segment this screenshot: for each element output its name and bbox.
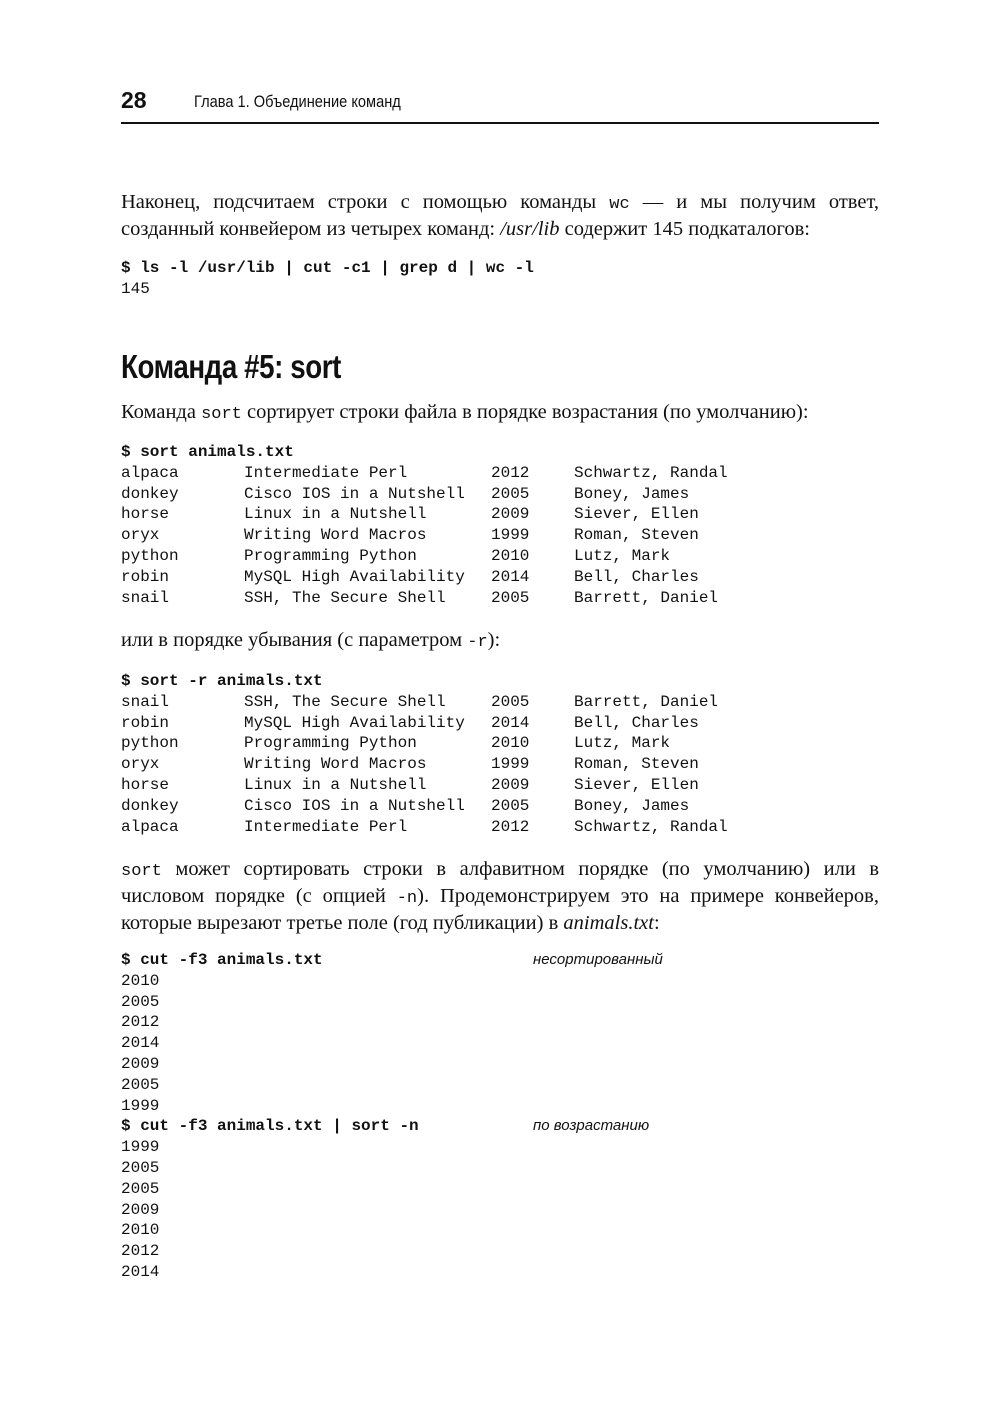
output-line: 2009 [121,1200,160,1219]
output-line: 2014 [121,1262,160,1281]
page-header [121,86,879,124]
path-italic: /usr/lib [500,218,560,240]
table-row: alpaca Intermediate Perl 2012 Schwartz, Randal [121,817,728,836]
output-line: 145 [121,279,150,298]
output-line: 2012 [121,1013,160,1032]
annotation: по возрастанию [533,1117,650,1135]
filename-italic: animals.txt [563,912,654,934]
inline-code: -r [467,633,488,652]
table-row: snail SSH, The Secure Shell 2005 Barrett, Daniel [121,588,719,607]
table-row: python Programming Python 2010 Lutz, Mark [121,734,671,753]
table-row: donkey Cisco IOS in a Nutshell 2005 Boney, James [121,484,690,503]
text: может сортировать строки в алфавитном порядке (по умолчанию) или в числовом порядке (с опцией [121,858,879,907]
output-line: 2010 [121,971,160,990]
text: или в порядке убывания (с параметром [121,629,468,651]
output-line: 2012 [121,1242,160,1261]
table-row: alpaca Intermediate Perl 2012 Schwartz, Randal [121,463,728,482]
section-heading: Команда #5: sort [121,348,341,385]
table-row: python Programming Python 2010 Lutz, Mark [121,546,671,565]
intro-paragraph [121,190,879,242]
desc-paragraph [121,628,879,655]
text: ). Продемонстрируем это на примере конвейеров, которые вырезают третье поле (год публикации) в [121,885,879,934]
output-line: 2005 [121,1075,160,1094]
text: — и мы получим ответ, созданный конвейером из четырех команд: [121,191,880,240]
table-row: robin MySQL High Availability 2014 Bell, Charles [121,713,699,732]
command-line: $ cut -f3 animals.txt | sort -n [121,1117,419,1136]
text: содержит 145 подкаталогов: [559,218,810,240]
chapter-title: Глава 1. Объединение команд [194,92,401,111]
output-line: 2005 [121,1179,160,1198]
annotation: несортированный [533,951,663,968]
sort-paragraph [121,400,879,427]
inline-code: -n [396,889,418,908]
table-row: snail SSH, The Secure Shell 2005 Barrett, Daniel [121,692,719,711]
code-block-ls [121,258,534,300]
table-row: horse Linux in a Nutshell 2009 Siever, Ellen [121,505,699,524]
inline-code: wc [609,195,630,214]
table-row: horse Linux in a Nutshell 2009 Siever, Ellen [121,775,699,794]
output-line: 2005 [121,992,160,1011]
output-line: 1999 [121,1138,160,1157]
text: ): [487,629,501,651]
command-line: $ cut -f3 animals.txt [121,951,323,969]
code-block-sort-r [121,671,728,837]
table-row: oryx Writing Word Macros 1999 Roman, Steven [121,755,699,774]
output-line: 1999 [121,1096,160,1115]
output-line: 2009 [121,1054,160,1073]
numeric-paragraph [121,857,879,936]
table-row: robin MySQL High Availability 2014 Bell, Charles [121,567,699,586]
page-number: 28 [121,87,147,113]
text: сортирует строки файла в порядке возрастания (по умолчанию): [241,401,809,423]
text: Команда [121,401,202,423]
inline-code: sort [201,405,242,424]
command-line: $ ls -l /usr/lib | cut -c1 | grep d | wc -l [121,259,534,277]
code-block-cut [121,950,879,1283]
table-row: donkey Cisco IOS in a Nutshell 2005 Boney, James [121,796,690,815]
command-line: $ sort -r animals.txt [121,672,323,690]
output-line: 2005 [121,1158,160,1177]
output-line: 2010 [121,1221,160,1240]
command-line: $ sort animals.txt [121,443,294,461]
text: : [653,912,660,934]
output-line: 2014 [121,1034,160,1053]
text: Наконец, подсчитаем строки с помощью команды [121,191,610,213]
inline-code: sort [121,862,162,881]
table-row: oryx Writing Word Macros 1999 Roman, Steven [121,526,699,545]
code-block-sort [121,442,728,608]
